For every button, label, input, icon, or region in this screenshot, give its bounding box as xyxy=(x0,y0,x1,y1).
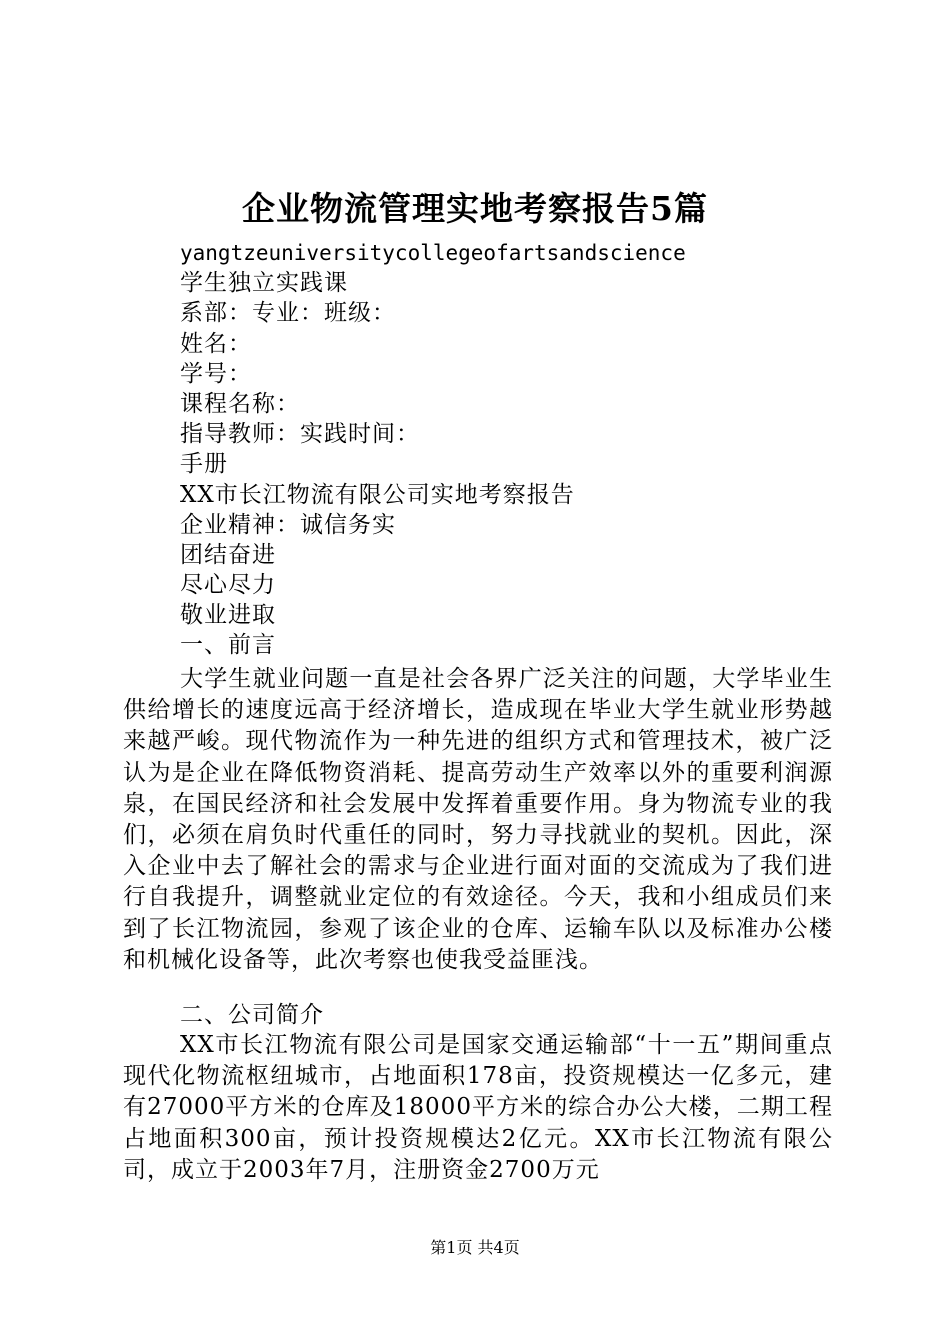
cover-lines xyxy=(180,238,860,661)
document-title: 企业物流管理实地考察报告5篇 xyxy=(242,189,708,228)
spirit-line: 企业精神：诚信务实 xyxy=(180,511,396,538)
page-footer: 第1页 共4页 xyxy=(430,1238,520,1257)
section-heading-2: 二、公司简介 xyxy=(180,1002,324,1028)
paragraph-preface: 大学生就业问题一直是社会各界广泛关注的问题，大学毕业生供给增长的速度远高于经济增长，造成现在毕业大学生就业形势越来越严峻。现代物流作为一种先进的组织方式和管理技术，被广泛认为是企业在降低物资消耗、提高劳动生产效率以外的重要利润源泉，在国民经济和社会发展中发挥着重要作用。身为物流专业的我们，必须在肩负时代重任的同时，努力寻找就业的契机。因此，深入企业中去了解社会的需求与企业进行面对面的交流成为了我们进行自我提升，调整就业定位的有效途径。今天，我和小组成员们来到了长江物流园，参观了该企业的仓库、运输车队以及标准办公楼和机械化设备等，此次考察也使我受益匪浅。 xyxy=(123,666,833,973)
course-name-field: 课程名称： xyxy=(180,390,300,417)
course-type: 学生独立实践课 xyxy=(180,270,348,297)
department-field: 系部：专业：班级： xyxy=(180,300,396,327)
spirit-line-3: 尽心尽力 xyxy=(180,572,276,599)
student-id-field: 学号： xyxy=(180,360,252,387)
name-field: 姓名： xyxy=(180,330,252,357)
instructor-field: 指导教师：实践时间： xyxy=(180,421,420,448)
report-subtitle: XX市长江物流有限公司实地考察报告 xyxy=(180,481,575,508)
spirit-line-4: 敬业进取 xyxy=(180,602,276,629)
handbook-label: 手册 xyxy=(180,451,228,478)
college-name: yangtzeuniversitycollegeofartsandscience xyxy=(180,241,686,265)
paragraph-company-intro: XX市长江物流有限公司是国家交通运输部“十一五”期间重点现代化物流枢纽城市，占地面积178亩，投资规模达一亿多元，建有27000平方米的仓库及18000平方米的综合办公大楼，二期工程占地面积300亩，预计投资规模达2亿元。XX市长江物流有限公司，成立于2003年7月，注册资金2700万元 xyxy=(123,1032,833,1183)
section-heading-1: 一、前言 xyxy=(180,632,276,659)
spirit-line-2: 团结奋进 xyxy=(180,541,276,568)
